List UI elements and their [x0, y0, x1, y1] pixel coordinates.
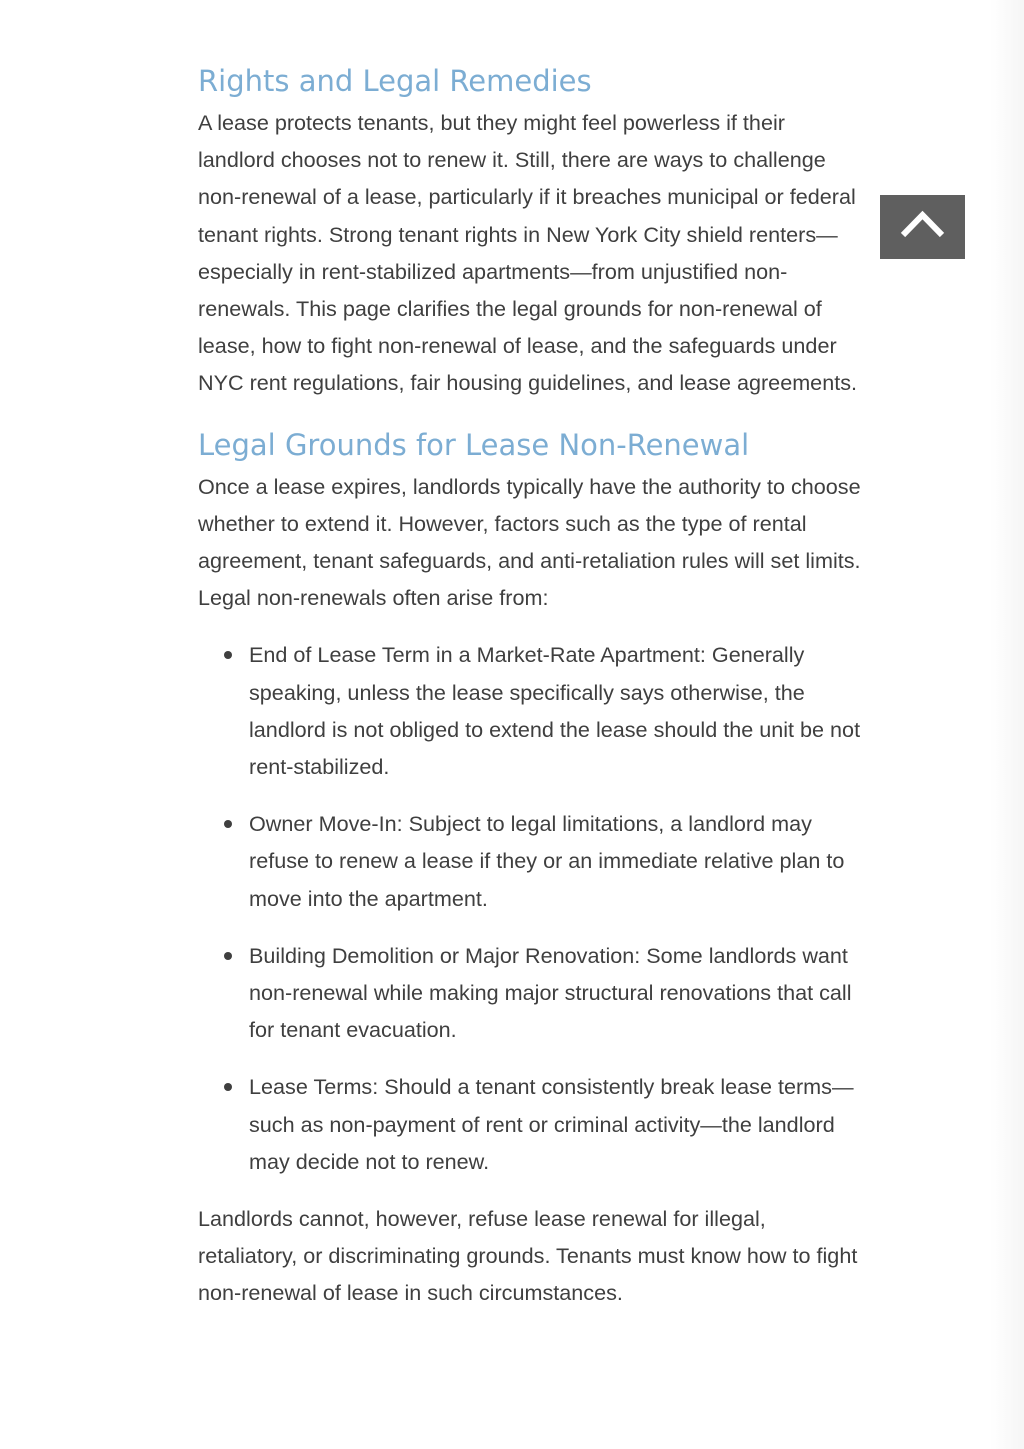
grounds-intro-paragraph: Once a lease expires, landlords typically have the authority to choose whether to extend it. However, factors such as the type of rental agreement, tenant safeguards, and anti-retaliation rules will set limits. Legal non-renewals often arise from: — [198, 473, 861, 611]
chevron-up-icon — [880, 195, 965, 259]
section-heading-rights: Rights and Legal Remedies — [198, 64, 592, 98]
bullet-icon — [224, 651, 232, 659]
section-heading-grounds: Legal Grounds for Lease Non-Renewal — [198, 427, 750, 462]
list-item — [198, 937, 863, 1049]
bullet-icon — [224, 952, 232, 960]
list-item — [198, 1068, 863, 1180]
bullet-icon — [224, 820, 232, 828]
grounds-list — [198, 636, 863, 1180]
list-item-text: Lease Terms: Should a tenant consistently break lease terms—such as non-payment of rent or criminal activity—the landlord may decide not to renew. — [249, 1074, 854, 1174]
article-content — [198, 58, 863, 1312]
list-item — [198, 636, 863, 785]
list-item-text: Owner Move-In: Subject to legal limitations, a landlord may refuse to renew a lease if they or an immediate relative plan to move into the apartment. — [249, 811, 845, 911]
list-item — [198, 805, 863, 917]
page-edge-shadow — [990, 0, 1024, 1449]
list-item-text: Building Demolition or Major Renovation: Some landlords want non-renewal while making major structural renovations that call for tenant evacuation. — [249, 942, 852, 1043]
scroll-to-top-button[interactable] — [880, 195, 965, 259]
bullet-icon — [224, 1083, 232, 1091]
list-item-text: End of Lease Term in a Market-Rate Apartment: Generally speaking, unless the lease specifically says otherwise, the landlord is not obliged to extend the lease should the unit be not rent-stabilized. — [249, 642, 861, 780]
closing-paragraph: Landlords cannot, however, refuse lease renewal for illegal, retaliatory, or discriminating grounds. Tenants must know how to fight non-renewal of lease in such circumstances. — [198, 1206, 858, 1306]
intro-paragraph: A lease protects tenants, but they might feel powerless if their landlord chooses not to renew it. Still, there are ways to challenge non-renewal of a lease, particularly if it breaches municipal or federal tenant rights. Strong tenant rights in New York City shield renters—especially in rent-stabilized apartments—from unjustified non-renewals. This page clarifies the legal grounds for non-renewal of lease, how to fight non-renewal of lease, and the safeguards under NYC rent regulations, fair housing guidelines, and lease agreements. — [198, 110, 857, 396]
